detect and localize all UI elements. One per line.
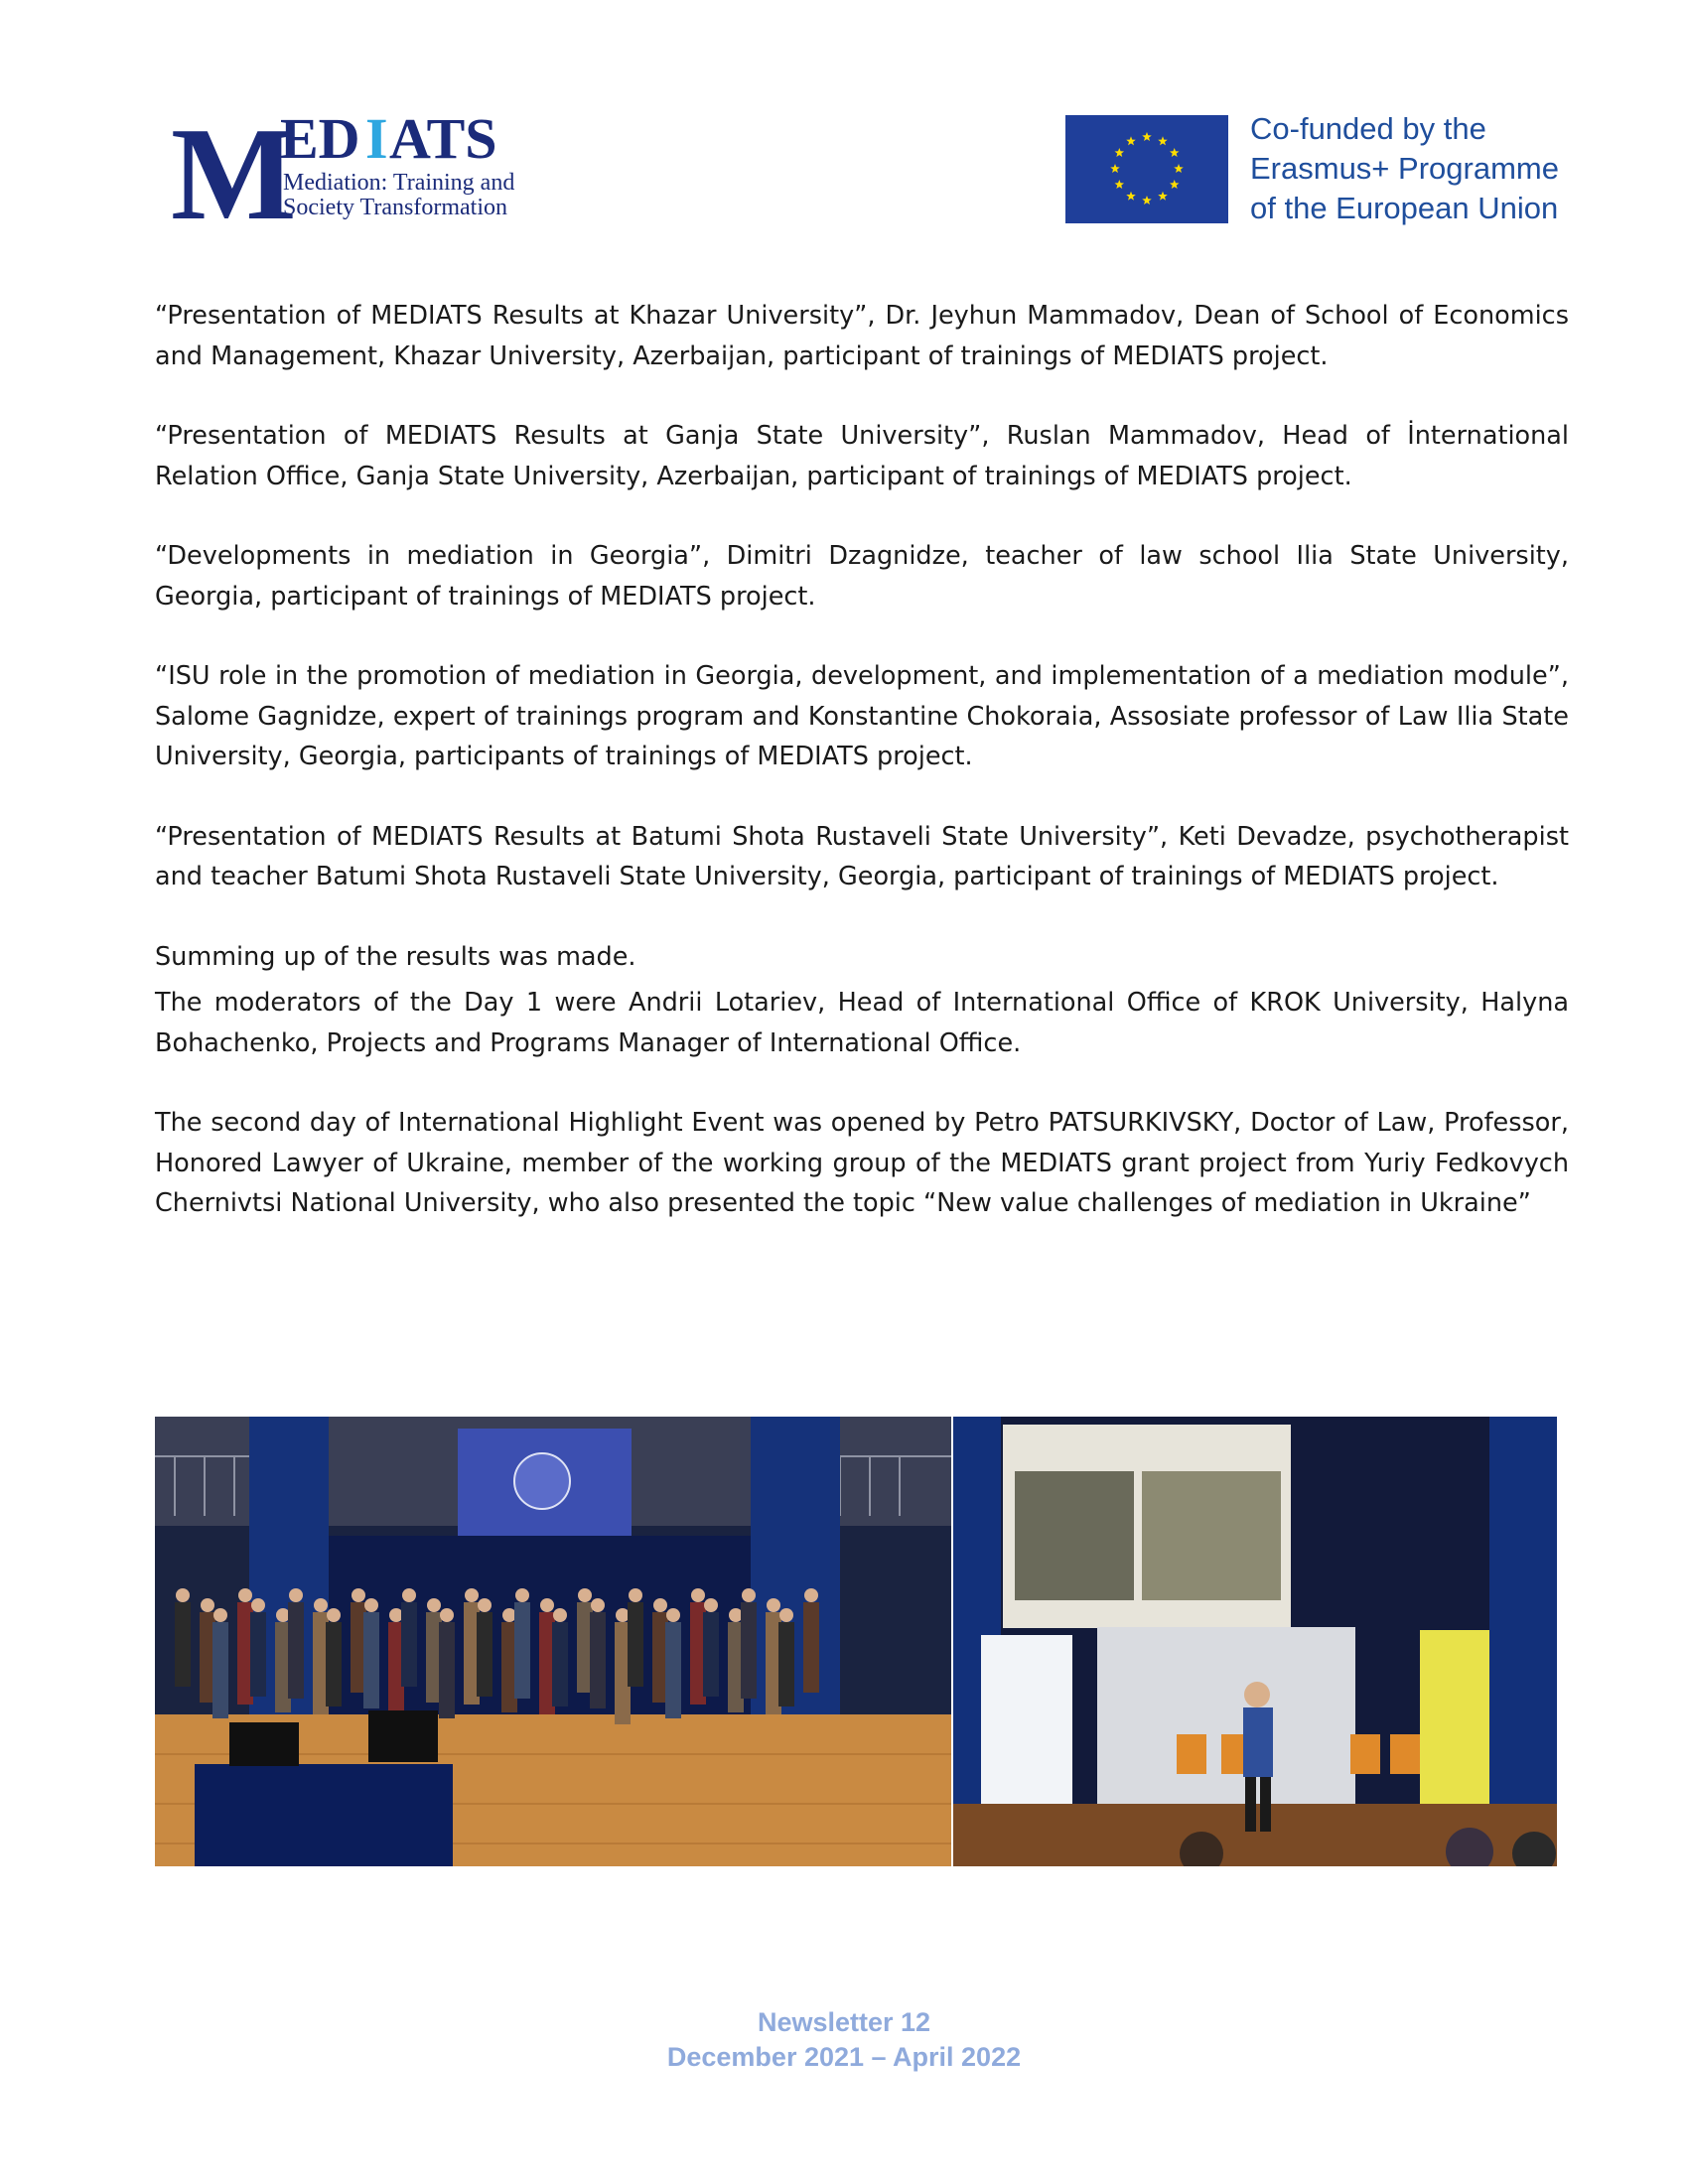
person-body [552, 1622, 568, 1706]
person-body [439, 1622, 455, 1718]
paragraph-second-day: The second day of International Highlight Event was opened by Petro PATSURKIVSKY, Doctor of Law, Professor, Honored Lawyer of Ukraine, member of the working group of the MEDIATS grant project from Yuriy Fedkovych Chernivtsi National University, who also presented the topic “New value challenges of mediation in Ukraine” [155, 1108, 1569, 1218]
person-head [653, 1598, 667, 1612]
person-body [288, 1602, 304, 1699]
person-body [401, 1602, 417, 1687]
paragraph-summing-up: Summing up of the results was made. [155, 941, 636, 972]
person-head [364, 1598, 378, 1612]
paragraph-georgia-developments: “Developments in mediation in Georgia”, Dimitri Dzagnidze, teacher of law school Ilia State University, Georgia, participant of trainings of MEDIATS project. [155, 541, 1569, 612]
person-head [591, 1598, 605, 1612]
logo-tagline-1: Mediation: Training and [283, 170, 515, 196]
person-body [477, 1612, 492, 1697]
person-body [212, 1622, 228, 1718]
person-body [363, 1612, 379, 1708]
person-body [665, 1622, 681, 1718]
logo-tagline-2: Society Transformation [283, 195, 507, 220]
article-body [155, 296, 1569, 1264]
person-body [326, 1622, 342, 1706]
eu-line-2: Erasmus+ Programme [1250, 151, 1559, 186]
person-head [666, 1608, 680, 1622]
person-head [327, 1608, 341, 1622]
person-head [238, 1588, 252, 1602]
person-head [201, 1598, 214, 1612]
person-head [213, 1608, 227, 1622]
person-head [440, 1608, 454, 1622]
person-head [276, 1608, 290, 1622]
person-head [804, 1588, 818, 1602]
person-body [250, 1612, 266, 1697]
person-head [779, 1608, 793, 1622]
svg-text:I: I [365, 111, 388, 171]
person-body [628, 1602, 643, 1687]
eu-flag-icon [1065, 115, 1228, 223]
paragraph-khazar: “Presentation of MEDIATS Results at Khazar University”, Dr. Jeyhun Mammadov, Dean of School of Economics and Management, Khazar University, Azerbaijan, participant of trainings of MEDIATS project. [155, 301, 1569, 371]
paragraph-batumi: “Presentation of MEDIATS Results at Batumi Shota Rustaveli State University”, Keti Devadze, psychotherapist and teacher Batumi Shota Rustaveli State University, Georgia, participant of trainings of MEDIATS project. [155, 821, 1569, 891]
person-head [767, 1598, 780, 1612]
person-head [427, 1598, 441, 1612]
person-head [553, 1608, 567, 1622]
person-head [742, 1588, 756, 1602]
person-head [515, 1588, 529, 1602]
person-head [729, 1608, 743, 1622]
person-head [478, 1598, 492, 1612]
person-head [629, 1588, 642, 1602]
person-head [691, 1588, 705, 1602]
person-head [402, 1588, 416, 1602]
eu-line-3: of the European Union [1250, 191, 1559, 225]
person-body [175, 1602, 191, 1687]
person-body [703, 1612, 719, 1697]
person-body [778, 1622, 794, 1706]
person-body [803, 1602, 819, 1693]
person-body [741, 1602, 757, 1699]
person-head [578, 1588, 592, 1602]
person-head [540, 1598, 554, 1612]
person-head [352, 1588, 365, 1602]
group-photo [155, 1417, 951, 1866]
person-head [616, 1608, 630, 1622]
person-head [251, 1598, 265, 1612]
speaker-photo [953, 1417, 1557, 1866]
svg-text:ATS: ATS [389, 111, 497, 171]
person-head [289, 1588, 303, 1602]
person-head [502, 1608, 516, 1622]
person-head [704, 1598, 718, 1612]
person-body [590, 1612, 606, 1708]
paragraph-moderators: The moderators of the Day 1 were Andrii Lotariev, Head of International Office of KROK University, Halyna Bohachenko, Projects and Programs Manager of International Office. [155, 988, 1569, 1058]
person-head [465, 1588, 479, 1602]
footer-date-range: December 2021 – April 2022 [666, 2042, 1022, 2072]
eu-cofunded-block [1065, 111, 1621, 234]
person-body [514, 1602, 530, 1699]
mediats-logo [171, 111, 588, 230]
svg-text:M: M [171, 111, 297, 230]
paragraph-isu-role: “ISU role in the promotion of mediation in Georgia, development, and implementation of a mediation module”, Salome Gagnidze, expert of trainings program and Konstantine Chokoraia, Assosiate professor of Law Ilia State University, Georgia, participants of trainings of MEDIATS project. [155, 661, 1569, 771]
person-head [176, 1588, 190, 1602]
paragraph-ganja: “Presentation of MEDIATS Results at Ganja State University”, Ruslan Mammadov, Head of İnternational Relation Office, Ganja State University, Azerbaijan, participant of trainings of MEDIATS project. [155, 421, 1569, 491]
svg-text:ED: ED [280, 111, 360, 171]
person-head [314, 1598, 328, 1612]
footer-newsletter-number: Newsletter 12 [757, 2007, 931, 2037]
eu-line-1: Co-funded by the [1250, 111, 1486, 146]
person-head [389, 1608, 403, 1622]
